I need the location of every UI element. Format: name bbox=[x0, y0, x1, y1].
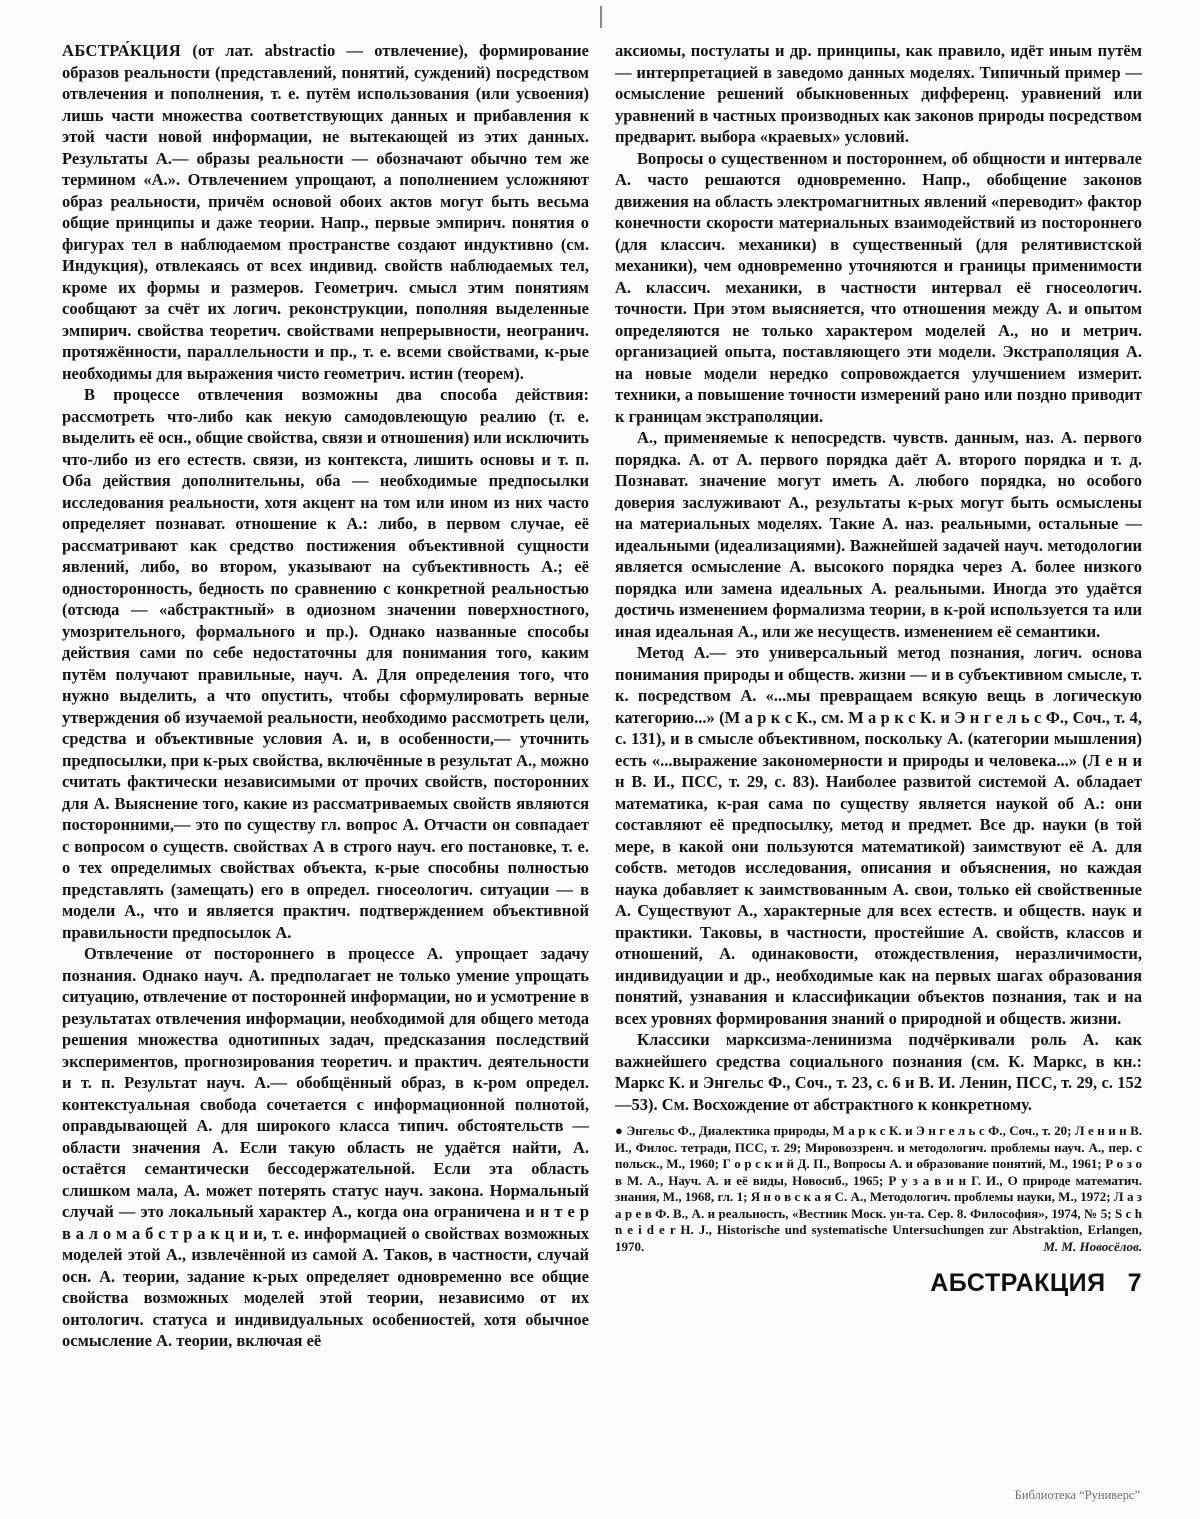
lead-paragraph bbox=[62, 40, 589, 384]
paragraph-axioms-continuation: аксиомы, постулаты и др. принципы, как правило, идёт иным путём — интерпретацией в заведомо данных моделях. Типичный пример — осмысление решений обыкновенных дифференц. уравнений или уравнений в частных производных как законов природы посредством предварит. выбора «краевых» условий. bbox=[615, 41, 1142, 146]
left-column bbox=[62, 40, 589, 1352]
article-headword: АБСТРА́КЦИЯ bbox=[62, 41, 182, 60]
bibliography bbox=[615, 1123, 1142, 1255]
library-watermark: Библиотека “Руниверс” bbox=[1014, 1488, 1140, 1502]
paragraph-marxism-classics: Классики марксизма-ленинизма подчёркивали роль А. как важнейшего средства социального познания (см. К. Маркс, в кн.: Маркс К. и Энгельс Ф., Соч., т. 23, с. 6 и В. И. Ленин, ПСС, т. 29, с. 152—53). См. Восхождение от абстрактного к конкретному. bbox=[615, 1030, 1142, 1114]
running-head bbox=[615, 1269, 1142, 1297]
paragraph-method-of-abstraction: Метод А.— это универсальный метод познания, логич. основа понимания природы и обществ. жизни — и в субъективном смысле, т. к. посредством А. «...мы превращаем всякую вещь в логическую категорию...» (М а р к с К., см. М а р к с К. и Э н г е л ь с Ф., Соч., т. 4, с. 131), и в смысле объективном, поскольку А. (категории мышления) есть «...выражение закономерности и природы и человека...» (Л е н и н В. И., ПСС, т. 29, с. 83). Наиболее развитой системой А. обладает математика, к-рая сама по существу является наукой об А.: они составляют её предпосылку, метод и предмет. Все др. науки (в той мере, в какой они пользуются математикой) заимствуют её А. для собств. методов исследования, описания и объяснения, но каждая наука добавляет к заимствованным А. свои, только ей свойственные А. Существуют А., характерные для всех естеств. и обществ. наук и практики. Таковы, в частности, простейшие А. свойств, классов и отношений, А. одинаковости, отождествления, неразличимости, индивидуации и др., необходимые как на первых шагах образования понятий, узнавания и классификации объектов познания, так и на всех уровнях формирования знаний о природной и обществ. жизни. bbox=[615, 643, 1142, 1028]
bibliography-text: ● Энгельс Ф., Диалектика природы, М а р к с К. и Э н г е л ь с Ф., Соч., т. 20; Л е н и н В. И., Филос. тетради, ПСС, т. 29; Мировоззренч. и методологич. проблемы науч. А., пер. с польск., М., 1960; Г о р с к и й Д. П., Вопросы А. и образование понятий, М., 1961; Р о з о в М. А., Науч. А. и её виды, Новосиб., 1965; Р у з а в и н Г. И., О природе математич. знания, М., 1968, гл. 1; Я н о в с к а я С. А., Методологич. проблемы науки, М., 1972; Л а з а р е в Ф. В., А. и реальность, «Вестник Моск. ун-та. Сер. 8. Философия», 1974, № 5; S c h n e i d e r H. J., Historische und systematische Untersuchungen zur Abstraktion, Erlangen, 1970. bbox=[615, 1123, 1142, 1254]
right-column bbox=[615, 40, 1142, 1352]
lead-text: (от лат. abstractio — отвлечение), формирование образов реальности (представлений, понятий, суждений) посредством отвлечения и пополнения, т. е. путём использования (или усвоения) лишь части множества соответствующих данных и прибавления к этой части новой информации, не вытекающей из этих данных. Результаты А.— образы реальности — обозначают обычно тем же термином «А.». Отвлечением упрощают, а пополнением усложняют образ реальности, причём основой обоих актов могут быть весьма общие принципы и даже теории. Напр., первые эмпирич. понятия о фигурах тел в наблюдаемом пространстве создают индуктивно (см. Индукция), отвлекаясь от всех индивид. свойств наблюдаемых тел, кроме их формы и размеров. Геометрич. смысл этим понятиям сообщают за счёт их логич. реконструкции, пополняя выделенные эмпирич. свойства теоретич. свойствами непрерывности, неогранич. протяжённости, параллельности и пр., т. е. всеми свойствами, к-рые необходимы для выражения чисто геометрич. истин (теорем). bbox=[62, 41, 589, 383]
paragraph-orders-of-abstraction: А., применяемые к непосредств. чувств. данным, наз. А. первого порядка. А. от А. первого порядка даёт А. второго порядка и т. д. Познават. значение могут иметь А. любого порядка, но особого доверия заслуживают А., результаты к-рых могут быть осмыслены на материальных моделях. Такие А. наз. реальными, остальные — идеальными (идеализациями). Важнейшей задачей науч. методологии является осмысление А. высокого порядка через А. более низкого порядка или замена идеальных А. реальными. Иногда это удаётся достичь изменением формализма теории, в к-рой используется та или иная идеальная А., или же несуществ. изменением её семантики. bbox=[615, 428, 1142, 641]
author-signature: М. М. Новосёлов. bbox=[1043, 1238, 1142, 1254]
running-title: АБСТРАКЦИЯ bbox=[930, 1269, 1106, 1297]
page-number: 7 bbox=[1127, 1269, 1142, 1297]
paragraph-essential-questions: Вопросы о существенном и постороннем, об общности и интервале А. часто решаются одновременно. Напр., обобщение законов движения на область электромагнитных явлений «переводит» фактор конечности скорости материальных взаимодействий из постороннего (для классич. механики) в существенный (для релятивистской механики), чем одновременно уточняются и границы применимости А. классич. механики, в частности интервал её гносеологич. точности. При этом выясняется, что отношения между А. и опытом определяются не только характером моделей А., но и метрич. организацией опыта, поставляющего эти модели. Экстраполяция А. на новые модели нередко сопровождается улучшением измерит. техники, а повышение точности измерений рано или поздно приводит к границам экстраполяции. bbox=[615, 148, 1142, 426]
text-columns bbox=[62, 40, 1142, 1352]
paragraph-abstraction-interval: Отвлечение от постороннего в процессе А. упрощает задачу познания. Однако науч. А. предполагает не только умение упрощать ситуацию, отвлечение от посторонней информации, но и усмотрение в результатах отвлечения информации, необходимой для общего метода решения множества однотипных задач, предсказания последствий экспериментов, прогнозирования теоретич. и практич. деятельности и т. п. Результат науч. А.— обобщённый образ, в к-ром определ. контекстуальная свобода сочетается с информационной полнотой, оправдывающей А. для широкого класса типич. обстоятельств — области значения А. Если такую область не удаётся найти, А. остаётся семантически бессодержательной. Если эта область слишком мала, А. может потерять статус науч. закона. Нормальный случай — это локальный характер А., когда она ограничена и н т е р в а л о м а б с т р а к ц и и, т. е. информацией о свойствах возможных моделей этой А., извлечённой из самой А. Таков, в частности, случай осн. А. теории, задание к-рых определяет одновременно все общие свойства возможных моделей этой теории, независимо от их онтологич. статуса и индивидуальных особенностей, хотя обычное осмысление А. теории, включая её bbox=[62, 944, 589, 1350]
encyclopedia-page bbox=[62, 40, 1142, 1519]
column-divider-mark bbox=[600, 6, 602, 28]
paragraph-processes: В процессе отвлечения возможны два способа действия: рассмотреть что-либо как некую самодовлеющую реалию (т. е. выделить её осн., общие свойства, связи и отношения) или исключить что-либо из его естеств. связи, из контекста, лишить основы и т. п. Оба действия дополнительны, оба — необходимые предпосылки исследования реальности, хотя акцент на том или ином из них часто определяет познават. отношение к А.: либо, в первом случае, её рассматривают как средство постижения объективной сущности явлений, либо, во втором, указывают на субъективность А.; её односторонность, бедность по сравнению с конкретной реальностью (отсюда — «абстрактный» в одиозном значении поверхностного, умозрительного, формального и пр.). Однако названные способы действия сами по себе недостаточны для понимания того, каким путём получают правильные, науч. А. Для определения того, что нужно выделить, а что опустить, чтобы сформулировать верные утверждения об изучаемой реальности, необходимо рассмотреть цели, средства и объективные условия А. и, в особенности,— уточнить предпосылки, при к-рых свойства, включённые в результат А., можно считать фактически независимыми от прочих свойств, посторонних для А. Выяснение того, какие из рассматриваемых свойств являются посторонними,— это по существу гл. вопрос А. Отчасти он совпадает с вопросом о существ. свойствах А в строго науч. его постановке, т. е. о тех определимых свойствах объекта, к-рые способны полностью представлять (замещать) его в определ. гносеологич. ситуации — в модели А., что и является практич. подтверждением объективной правильности предпосылок А. bbox=[62, 385, 589, 942]
